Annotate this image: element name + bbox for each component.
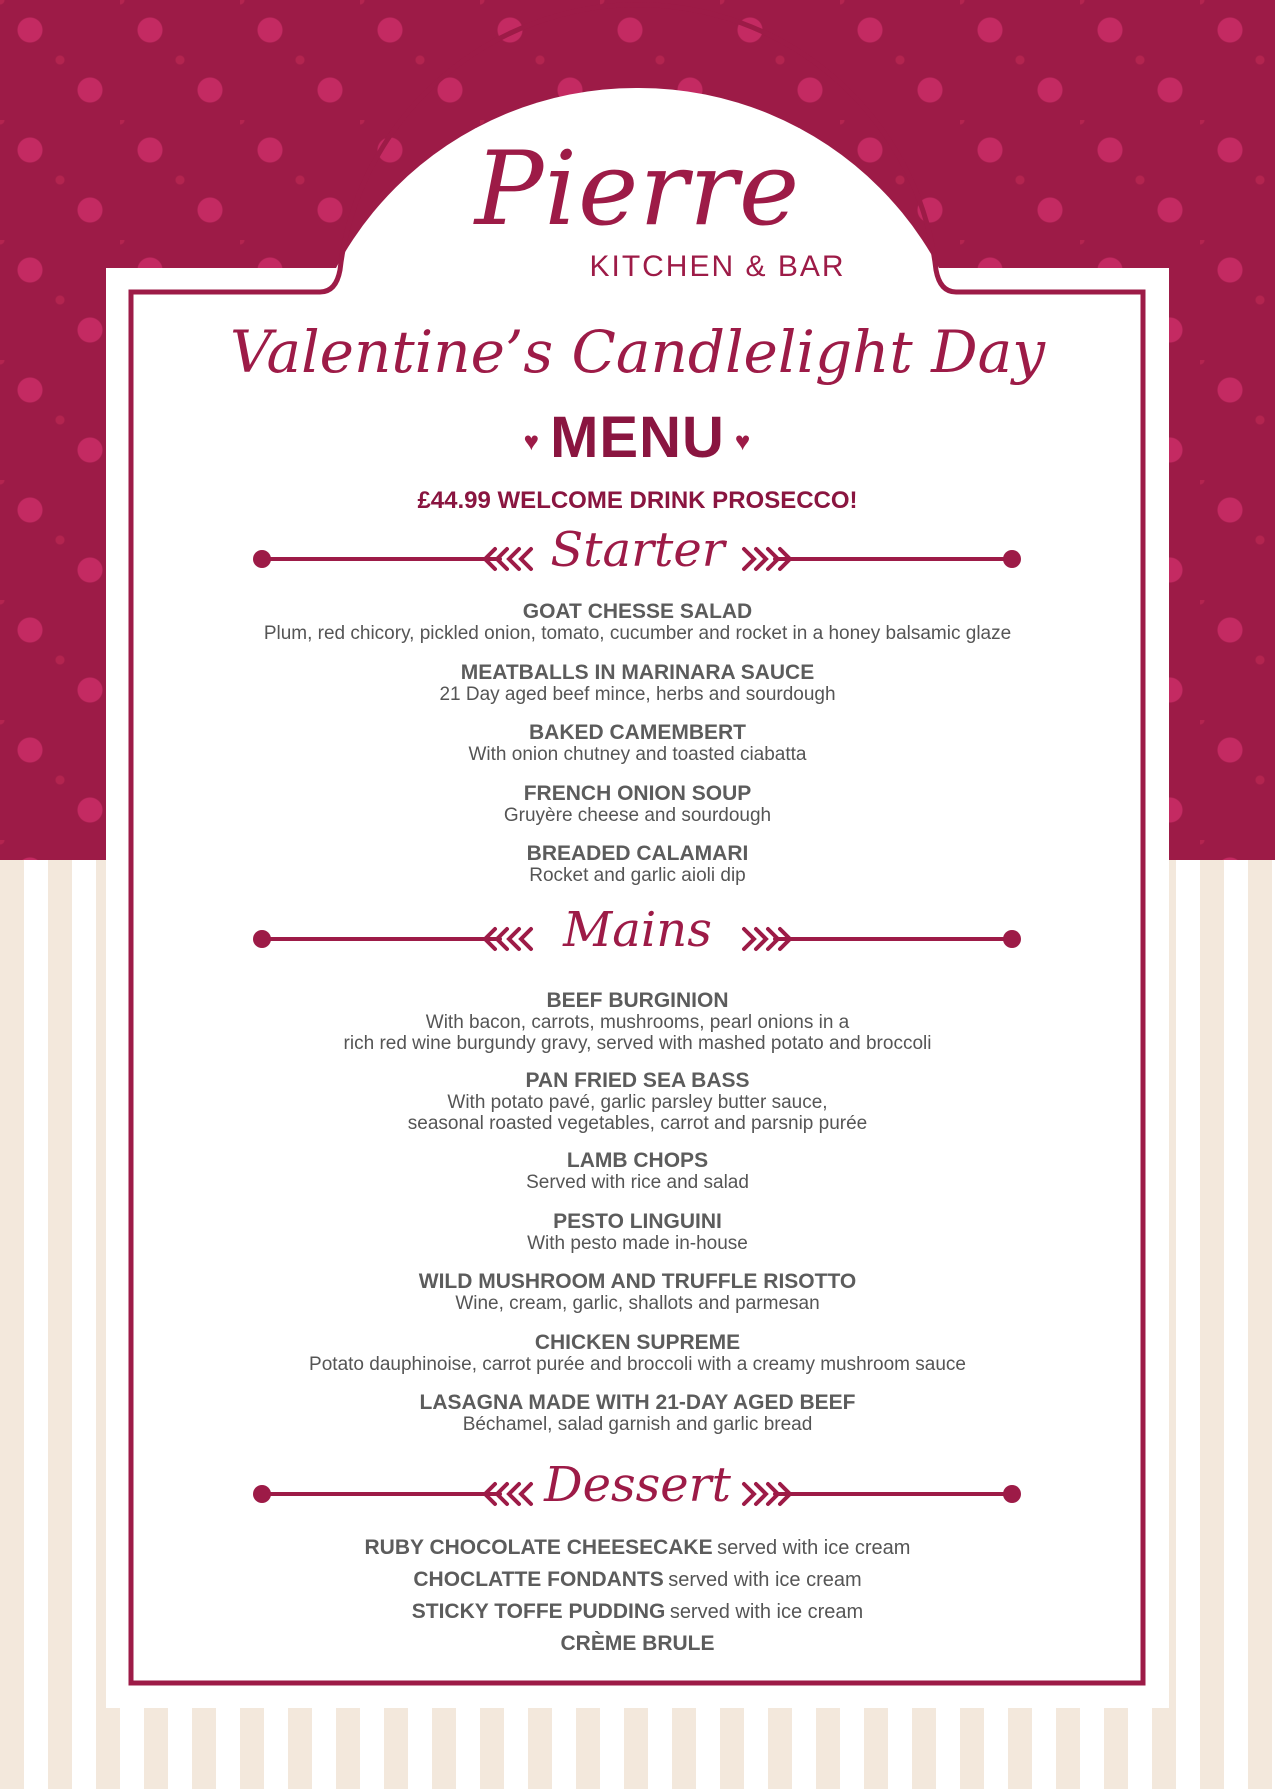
- menu-title-text: MENU: [550, 405, 725, 470]
- item-description: served with ice cream: [717, 1537, 911, 1559]
- menu-item: [130, 1569, 1145, 1601]
- menu-item: [130, 1537, 1145, 1569]
- item-name: CHOCLATTE FONDANTS: [413, 1568, 664, 1591]
- menu-item: [130, 662, 1145, 723]
- item-description: served with ice cream: [668, 1569, 862, 1591]
- section-divider-dessert: [0, 1457, 1275, 1527]
- menu-item: [130, 1211, 1145, 1272]
- item-name: GOAT CHESSE SALAD: [522, 600, 753, 623]
- item-description: served with ice cream: [669, 1601, 864, 1623]
- section-divider-starter: [0, 522, 1275, 592]
- price-line: £44.99 WELCOME DRINK PROSECCO!: [417, 487, 858, 514]
- menu-item: [130, 1332, 1145, 1393]
- item-description: Plum, red chicory, pickled onion, tomato, cucumber and rocket in a honey balsamic glaze: [263, 623, 1012, 644]
- menu-item: [130, 1633, 1145, 1665]
- starter-list: [130, 601, 1145, 904]
- brand-name: Pierre: [474, 130, 801, 249]
- item-name: RUBY CHOCOLATE CHEESECAKE: [364, 1536, 713, 1559]
- item-description: 21 Day aged beef mince, herbs and sourdough: [439, 683, 836, 705]
- item-description: Gruyère cheese and sourdough: [503, 804, 772, 826]
- menu-item: [130, 722, 1145, 783]
- dessert-list: [130, 1537, 1145, 1665]
- item-description-line2: rich red wine burgundy gravy, served with mashed potato and broccoli: [343, 1033, 932, 1054]
- item-name: BAKED CAMEMBERT: [529, 721, 746, 744]
- heart-icon: ♥: [734, 426, 752, 457]
- item-name: PAN FRIED SEA BASS: [525, 1069, 750, 1092]
- item-description: Rocket and garlic aioli dip: [529, 865, 746, 886]
- menu-item: [130, 1392, 1145, 1453]
- item-description: With bacon, carrots, mushrooms, pearl onions in a: [425, 1012, 850, 1033]
- item-name: PESTO LINGUINI: [553, 1209, 722, 1233]
- item-name: STICKY TOFFE PUDDING: [411, 1600, 666, 1623]
- menu-item: [130, 783, 1145, 844]
- item-name: CHICKEN SUPREME: [534, 1330, 741, 1354]
- menu-item: [130, 1070, 1145, 1150]
- item-description-line2: seasonal roasted vegetables, carrot and parsnip purée: [407, 1113, 868, 1134]
- section-title-dessert: Dessert: [544, 1457, 731, 1513]
- item-description: Béchamel, salad garnish and garlic bread: [462, 1414, 813, 1435]
- item-name: LAMB CHOPS: [566, 1149, 709, 1172]
- item-description: Wine, cream, garlic, shallots and parmesan: [455, 1293, 820, 1314]
- section-divider-mains: [0, 902, 1275, 972]
- mains-list: [130, 990, 1145, 1453]
- item-name: WILD MUSHROOM AND TRUFFLE RISOTTO: [418, 1270, 857, 1293]
- item-name: BEEF BURGINION: [546, 989, 729, 1012]
- item-name: LASAGNA MADE WITH 21-DAY AGED BEEF: [419, 1391, 856, 1414]
- item-name: CRÈME BRULE: [560, 1632, 715, 1655]
- menu-title: [0, 404, 1275, 471]
- brand-subtitle: KITCHEN & BAR: [589, 250, 846, 283]
- menu-item: [130, 843, 1145, 904]
- item-name: MEATBALLS IN MARINARA SAUCE: [460, 660, 815, 684]
- item-description: Potato dauphinoise, carrot purée and broccoli with a creamy mushroom sauce: [309, 1353, 966, 1375]
- item-description: With onion chutney and toasted ciabatta: [468, 744, 807, 765]
- heart-icon: ♥: [523, 426, 541, 457]
- item-name: FRENCH ONION SOUP: [523, 781, 752, 805]
- menu-item: [130, 990, 1145, 1070]
- menu-item: [130, 1271, 1145, 1332]
- item-description: With pesto made in-house: [527, 1232, 748, 1254]
- item-description: With potato pavé, garlic parsley butter sauce,: [447, 1092, 828, 1113]
- menu-item: [130, 1601, 1145, 1633]
- item-description: Served with rice and salad: [526, 1172, 749, 1193]
- section-title-starter: Starter: [550, 522, 725, 578]
- menu-item: [130, 1150, 1145, 1211]
- section-title-mains: Mains: [563, 902, 712, 958]
- menu-item: [130, 601, 1145, 662]
- event-title: Valentine’s Candlelight Day: [229, 318, 1046, 386]
- item-name: BREADED CALAMARI: [526, 842, 749, 865]
